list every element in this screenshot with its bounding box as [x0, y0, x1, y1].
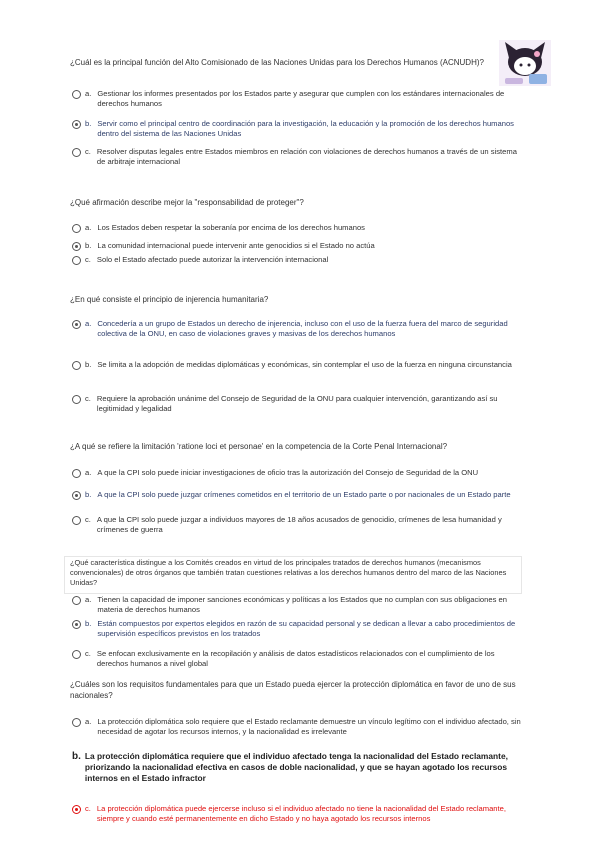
avatar	[499, 40, 551, 86]
q1-option-a[interactable]: a. Gestionar los informes presentados por los Estados parte y asegurar que cumplen con los estándares internacionales de derechos humanos	[72, 89, 527, 109]
q1-option-b[interactable]: b. Servir como el principal centro de coordinación para la investigación, la educación y la promoción de los derechos humanos dentro del sistema de las Naciones Unidas	[72, 119, 527, 139]
radio-button[interactable]	[72, 718, 81, 727]
radio-button[interactable]	[72, 90, 81, 99]
q6-option-b[interactable]: b. La protección diplomática requiere que el individuo afectado tenga la nacionalidad del Estado reclamante, priorizando la nacionalidad efectiva en casos de doble nacionalidad, y que se hayan agotado los recursos internos en el Estado infractor	[72, 751, 508, 783]
q5-option-b[interactable]: b. Están compuestos por expertos elegidos en razón de su capacidad personal y se dedican a llevar a cabo procedimientos de supervisión específicos previstos en los tratados	[72, 619, 527, 639]
q3-option-a[interactable]: a. Concedería a un grupo de Estados un derecho de injerencia, incluso con el uso de la fuerza fuera del marco de seguridad colectiva de la ONU, en caso de violaciones graves y masivas de los derechos humanos	[72, 319, 527, 339]
radio-button[interactable]	[72, 516, 81, 525]
q4-option-a[interactable]: a. A que la CPI solo puede iniciar investigaciones de oficio tras la autorización del Consejo de Seguridad de la ONU	[72, 468, 527, 478]
radio-button[interactable]	[72, 650, 81, 659]
q5-option-a[interactable]: a. Tienen la capacidad de imponer sanciones económicas y políticas a los Estados que no cumplan con sus obligaciones en materia de derechos humanos	[72, 595, 527, 615]
question-5-text: ¿Qué característica distingue a los Comités creados en virtud de los principales tratados de derechos humanos (mecanismos convencionales) de otros órganos que también tratan cuestiones relativas a los derechos humanos dentro del marco de las Naciones Unidas?	[70, 558, 507, 587]
question-1-text: ¿Cuál es la principal función del Alto Comisionado de las Naciones Unidas para los Derechos Humanos (ACNUDH)?	[70, 58, 484, 67]
radio-button[interactable]	[72, 148, 81, 157]
q2-option-a[interactable]: a. Los Estados deben respetar la soberanía por encima de los derechos humanos	[72, 223, 527, 233]
radio-button-selected[interactable]	[72, 120, 81, 129]
radio-button-selected[interactable]	[72, 805, 81, 814]
q2-option-c[interactable]: c. Solo el Estado afectado puede autorizar la intervención internacional	[72, 255, 527, 265]
radio-button[interactable]	[72, 224, 81, 233]
question-4-text: ¿A qué se refiere la limitación 'ratione loci et personae' en la competencia de la Corte Penal Internacional?	[70, 442, 448, 451]
radio-button[interactable]	[72, 596, 81, 605]
q3-option-c[interactable]: c. Requiere la aprobación unánime del Consejo de Seguridad de la ONU para cualquier intervención, garantizando así su legitimidad y legalidad	[72, 394, 527, 414]
radio-button[interactable]	[72, 395, 81, 404]
q2-option-b[interactable]: b. La comunidad internacional puede intervenir ante genocidios si el Estado no actúa	[72, 241, 527, 251]
q5-option-c[interactable]: c. Se enfocan exclusivamente en la recopilación y análisis de datos estadísticos relacionados con el cumplimiento de los derechos humanos a nivel global	[72, 649, 527, 669]
q4-option-c[interactable]: c. A que la CPI solo puede juzgar a individuos mayores de 18 años acusados de genocidio, crímenes de lesa humanidad y crímenes de guerra	[72, 515, 527, 535]
q3-option-b[interactable]: b. Se limita a la adopción de medidas diplomáticas y económicas, sin contemplar el uso de la fuerza en ninguna circunstancia	[72, 360, 527, 370]
radio-button-selected[interactable]	[72, 491, 81, 500]
q6-option-c[interactable]: c. La protección diplomática puede ejercerse incluso si el individuo afectado no tiene la nacionalidad del Estado reclamante, siempre y cuando esté permanentemente en dicho Estado y no haya agotado los recursos internos	[72, 804, 527, 824]
q6-option-a[interactable]: a. La protección diplomática solo requiere que el Estado reclamante demuestre un vínculo legítimo con el individuo afectado, sin necesidad de agotar los recursos internos, y la nacionalidad es irrelevante	[72, 717, 527, 737]
radio-button-selected[interactable]	[72, 620, 81, 629]
radio-button[interactable]	[72, 469, 81, 478]
radio-button-selected[interactable]	[72, 320, 81, 329]
radio-button[interactable]	[72, 361, 81, 370]
q1-option-c[interactable]: c. Resolver disputas legales entre Estados miembros en relación con violaciones de derechos humanos a través de un sistema de arbitraje internacional	[72, 147, 527, 167]
question-3-text: ¿En qué consiste el principio de injerencia humanitaria?	[70, 295, 269, 304]
question-6-text: ¿Cuáles son los requisitos fundamentales para que un Estado pueda ejercer la protección diplomática en favor de uno de sus nacionales?	[70, 680, 516, 700]
radio-button-selected[interactable]	[72, 242, 81, 251]
question-2-text: ¿Qué afirmación describe mejor la "responsabilidad de proteger"?	[70, 198, 304, 207]
radio-button[interactable]	[72, 256, 81, 265]
q4-option-b[interactable]: b. A que la CPI solo puede juzgar crímenes cometidos en el territorio de un Estado parte o por nacionales de un Estado parte	[72, 490, 527, 500]
